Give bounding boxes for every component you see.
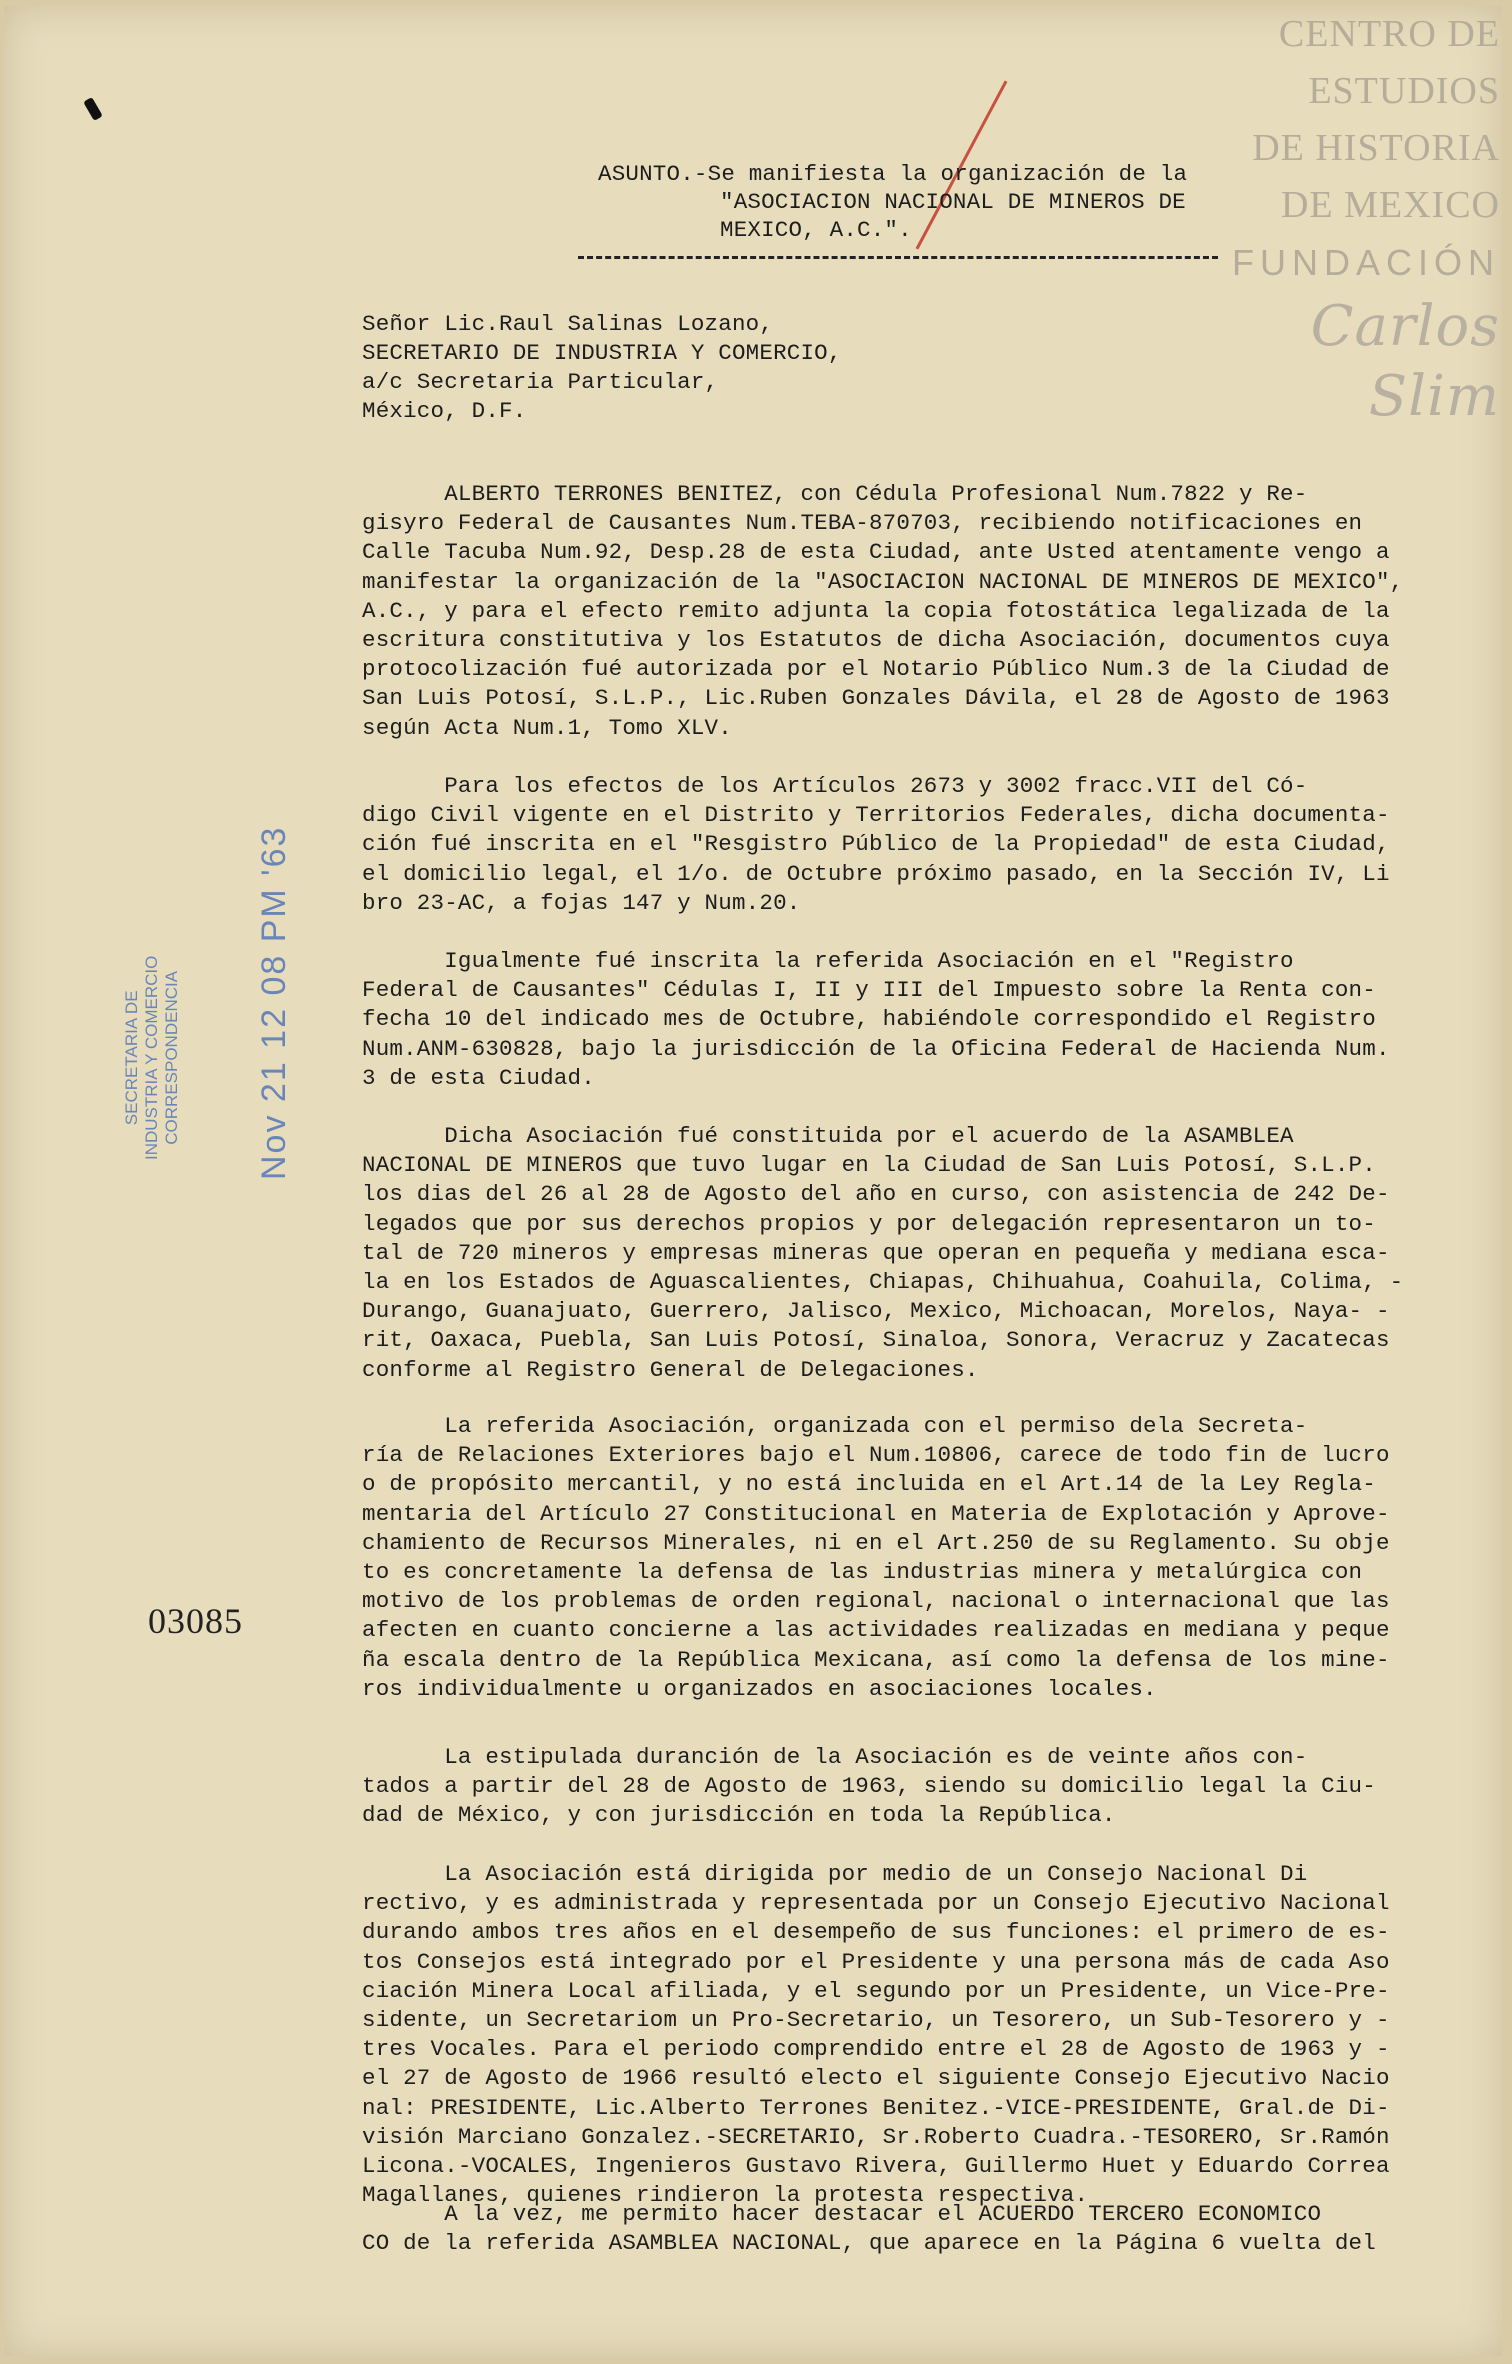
body-text-line: sidente, un Secretariom un Pro-Secretario, un Tesorero, un Sub-Tesorero y -	[362, 2007, 1390, 2033]
body-text-line: rit, Oaxaca, Puebla, San Luis Potosí, Sinaloa, Sonora, Veracruz y Zacatecas	[362, 1327, 1390, 1354]
body-text-line: ALBERTO TERRONES BENITEZ, con Cédula Profesional Num.7822 y Re-	[362, 481, 1308, 507]
body-text-line: legados que por sus derechos propios y por delegación representaron un to-	[362, 1210, 1376, 1237]
body-text-line: tos Consejos está integrado por el Presidente y una persona más de cada Aso	[362, 1948, 1390, 1975]
body-text-line: NACIONAL DE MINEROS que tuvo lugar en la Ciudad de San Luis Potosí, S.L.P.	[362, 1152, 1376, 1179]
body-text-line: motivo de los problemas de orden regional, nacional o internacional que las	[362, 1588, 1390, 1615]
body-text-line: chamiento de Recursos Minerales, ni en el Art.250 de su Reglamento. Su obje	[362, 1529, 1390, 1556]
watermark-line: CENTRO DE	[1278, 13, 1500, 55]
body-text-line: el domicilio legal, el 1/o. de Octubre próximo pasado, en la Sección IV, Li	[362, 860, 1390, 887]
body-text-line: Num.ANM-630828, bajo la jurisdicción de la Oficina Federal de Hacienda Num.	[362, 1035, 1390, 1062]
body-text-line: Igualmente fué inscrita la referida Asociación en el "Registro	[362, 948, 1294, 974]
subject-line: ASUNTO.-Se manifiesta la organización de la	[598, 161, 1188, 187]
body-text-line: A la vez, me permito hacer destacar el ACUERDO TERCERO ECONOMICO	[362, 2201, 1322, 2227]
subject-line: "ASOCIACION NACIONAL DE MINEROS DE	[720, 189, 1186, 215]
body-text-line: escritura constitutiva y los Estatutos de dicha Asociación, documentos cuya	[362, 627, 1390, 653]
body-text-line: Dicha Asociación fué constituida por el acuerdo de la ASAMBLEA	[362, 1123, 1294, 1149]
body-text-line: protocolización fué autorizada por el Notario Público Num.3 de la Ciudad de	[362, 656, 1390, 683]
body-text-line: digo Civil vigente en el Distrito y Territorios Federales, dicha documenta-	[362, 802, 1390, 829]
body-text-line: La estipulada duranción de la Asociación es de veinte años con-	[362, 1744, 1308, 1770]
watermark-fundacion: FUNDACIÓN	[1232, 242, 1500, 283]
body-text-line: rectivo, y es administrada y representada por un Consejo Ejecutivo Nacional	[362, 1890, 1390, 1917]
subject-line: MEXICO, A.C.".	[720, 217, 912, 243]
body-text-line: San Luis Potosí, S.L.P., Lic.Ruben Gonzales Dávila, el 28 de Agosto de 1963	[362, 685, 1390, 712]
stamp-date: Nov 21 12 08 PM '63	[255, 825, 293, 1180]
body-text-line: CO de la referida ASAMBLEA NACIONAL, que aparece en la Página 6 vuelta del	[362, 2230, 1376, 2257]
body-text-line: o de propósito mercantil, y no está incluida en el Art.14 de la Ley Regla-	[362, 1471, 1376, 1498]
body-text-line: A.C., y para el efecto remito adjunta la copia fotostática legalizada de la	[362, 597, 1390, 624]
body-text-line: to es concretamente la defensa de las industrias minera y metalúrgica con	[362, 1559, 1363, 1585]
body-text-line: durando ambos tres años en el desempeño de sus funciones: el primero de es-	[362, 1919, 1390, 1946]
stamp-organization: SECRETARIA DE INDUSTRIA Y COMERCIO CORRESPONDENCIA	[122, 955, 181, 1160]
body-text-line: gisyro Federal de Causantes Num.TEBA-870703, recibiendo notificaciones en	[362, 510, 1363, 537]
body-text-line: fecha 10 del indicado mes de Octubre, habiéndole correspondido el Registro	[362, 1006, 1376, 1033]
body-text-line: tal de 720 mineros y empresas mineras que operan en pequeña y mediana esca-	[362, 1239, 1390, 1266]
body-text-line: mentaria del Artículo 27 Constitucional en Materia de Explotación y Aprove-	[362, 1500, 1390, 1527]
body-text-line: ciación Minera Local afiliada, y el segundo por un Presidente, un Vice-Pre-	[362, 1977, 1390, 2004]
archive-watermark	[1180, 6, 1500, 432]
document-number: 03085	[148, 1601, 243, 1641]
body-text-line: bro 23-AC, a fojas 147 y Num.20.	[362, 889, 801, 916]
body-text-line: conforme al Registro General de Delegaciones.	[362, 1356, 979, 1383]
addressee-line: Señor Lic.Raul Salinas Lozano,	[362, 311, 774, 337]
body-text-line: el 27 de Agosto de 1966 resultó electo el siguiente Consejo Ejecutivo Nacio	[362, 2065, 1390, 2092]
body-text-line: según Acta Num.1, Tomo XLV.	[362, 714, 732, 741]
body-text-line: manifestar la organización de la "ASOCIACION NACIONAL DE MINEROS DE MEXICO",	[362, 568, 1404, 595]
body-text-line: La referida Asociación, organizada con el permiso dela Secreta-	[362, 1413, 1308, 1439]
addressee-line: México, D.F.	[362, 398, 527, 424]
addressee-line: SECRETARIO DE INDUSTRIA Y COMERCIO,	[362, 340, 842, 366]
body-text-line: ción fué inscrita en el "Resgistro Público de la Propiedad" de esta Ciudad,	[362, 831, 1390, 858]
body-text-line: ría de Relaciones Exteriores bajo el Num.10806, carece de todo fin de lucro	[362, 1442, 1390, 1469]
body-text-line: Magallanes, quienes rindieron la protesta respectiva.	[362, 2182, 1089, 2209]
body-text-line: Durango, Guanajuato, Guerrero, Jalisco, Mexico, Michoacan, Morelos, Naya- -	[362, 1298, 1390, 1325]
body-text-line: Federal de Causantes" Cédulas I, II y III del Impuesto sobre la Renta con-	[362, 977, 1376, 1004]
watermark-signature: Carlos Slim	[1310, 294, 1500, 429]
body-text-line: ros individualmente u organizados en asociaciones locales.	[362, 1675, 1157, 1702]
body-text-line: dad de México, y con jurisdicción en toda la República.	[362, 1802, 1116, 1829]
body-text-line: afecten en cuanto concierne a las actividades realizadas en mediana y peque	[362, 1617, 1390, 1644]
body-text-line: nal: PRESIDENTE, Lic.Alberto Terrones Benitez.-VICE-PRESIDENTE, Gral.de Di-	[362, 2094, 1390, 2121]
addressee-line: a/c Secretaria Particular,	[362, 369, 719, 395]
body-text-line: Para los efectos de los Artículos 2673 y 3002 fracc.VII del Có-	[362, 773, 1308, 799]
body-text-line: 3 de esta Ciudad.	[362, 1064, 595, 1091]
body-text-line: tres Vocales. Para el periodo comprendido entre el 28 de Agosto de 1963 y -	[362, 2036, 1390, 2063]
watermark-line: DE HISTORIA	[1252, 127, 1500, 169]
watermark-line: ESTUDIOS	[1308, 70, 1500, 112]
body-text-line: La Asociación está dirigida por medio de un Consejo Nacional Di	[362, 1861, 1308, 1887]
body-text-line: visión Marciano Gonzalez.-SECRETARIO, Sr.Roberto Cuadra.-TESORERO, Sr.Ramón	[362, 2123, 1390, 2150]
body-text-line: Licona.-VOCALES, Ingenieros Gustavo Rivera, Guillermo Huet y Eduardo Correa	[362, 2153, 1390, 2179]
body-text-line: ña escala dentro de la República Mexicana, así como la defensa de los mine-	[362, 1646, 1390, 1673]
body-text-line: tados a partir del 28 de Agosto de 1963, siendo su domicilio legal la Ciu-	[362, 1773, 1376, 1800]
body-text-line: Calle Tacuba Num.92, Desp.28 de esta Ciudad, ante Usted atentamente vengo a	[362, 539, 1390, 566]
separator-line	[578, 256, 1218, 259]
body-text-line: la en los Estados de Aguascalientes, Chiapas, Chihuahua, Coahuila, Colima, -	[362, 1269, 1404, 1295]
body-text-line: los dias del 26 al 28 de Agosto del año en curso, con asistencia de 242 De-	[362, 1181, 1390, 1208]
watermark-line: DE MEXICO	[1280, 184, 1500, 226]
